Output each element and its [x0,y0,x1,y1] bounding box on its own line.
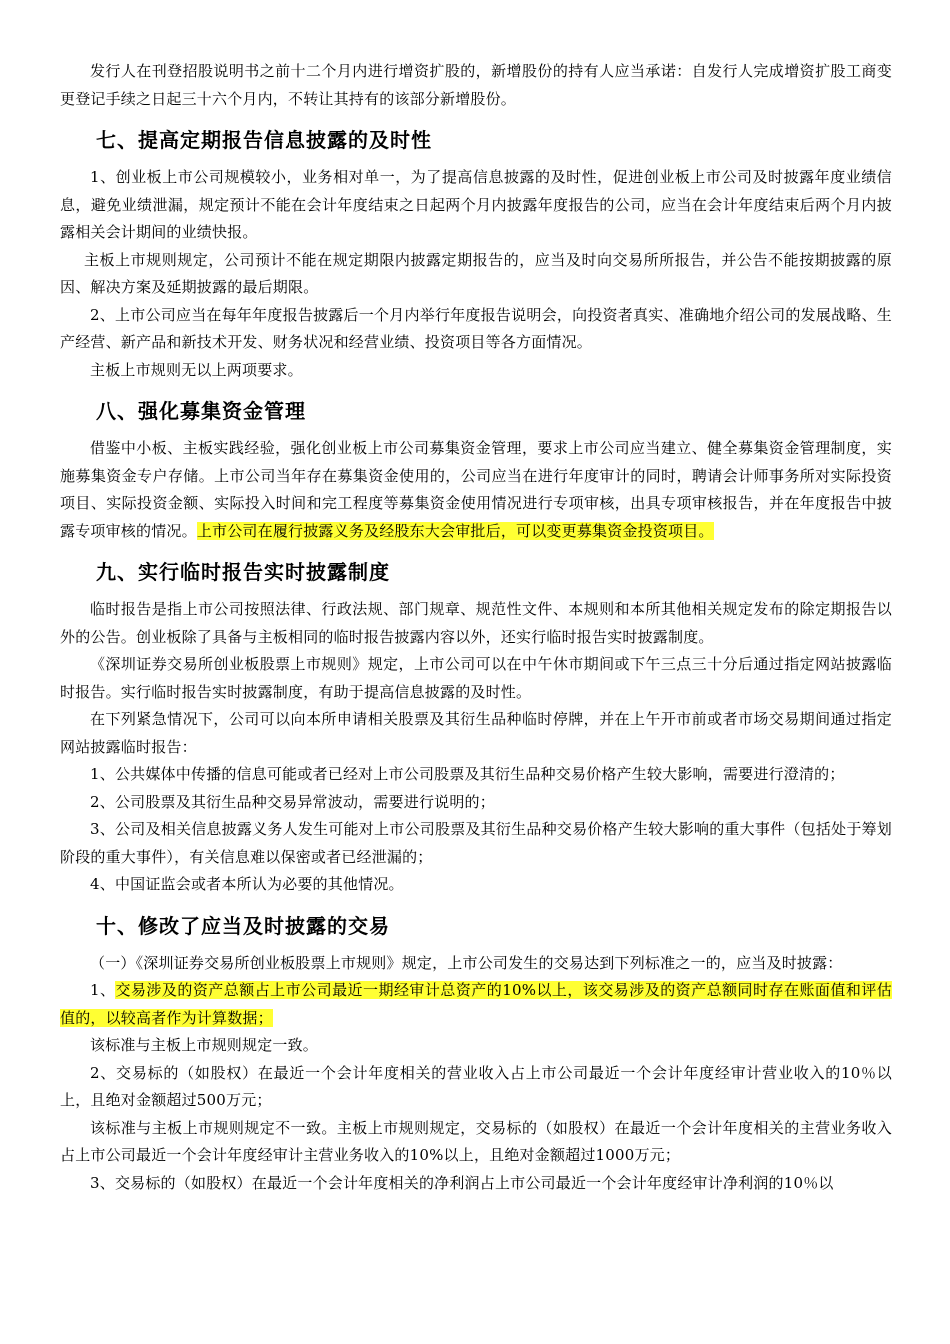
paragraph-share-lockup: 发行人在刊登招股说明书之前十二个月内进行增资扩股的，新增股份的持有人应当承诺：自发行人完成增资扩股工商变更登记手续之日起三十六个月内，不转让其持有的该部分新增股份。 [60,62,892,108]
paragraph-9-7: 4、中国证监会或者本所认为必要的其他情况。 [90,875,404,893]
paragraph-7-1: 1、创业板上市公司规模较小，业务相对单一，为了提高信息披露的及时性，促进创业板上市公司及时披露年度业绩信息，避免业绩泄漏，规定预计不能在会计年度结束之日起两个月内披露年度报告的公司，应当在会计年度结束后两个月内披露相关会计期间的业绩快报。 [60,168,892,241]
section-heading-7: 七、提高定期报告信息披露的及时性 [96,128,432,152]
highlighted-text-10: 交易涉及的资产总额占上市公司最近一期经审计总资产的10%以上，该交易涉及的资产总额同时存在账面值和评估值的，以较高者作为计算数据； [60,981,892,1027]
paragraph-9-5: 2、公司股票及其衍生品种交易异常波动，需要进行说明的； [90,792,495,811]
paragraph-9-4: 1、公共媒体中传播的信息可能或者已经对上市公司股票及其衍生品种交易价格产生较大影响，需要进行澄清的； [90,765,845,783]
paragraph-9-1: 临时报告是指上市公司按照法律、行政法规、部门规章、规范性文件、本规则和本所其他相关规定发布的除定期报告以外的公告。创业板除了具备与主板相同的临时报告披露内容以外，还实行临时报告实时披露制度。 [60,600,892,646]
paragraph-7-3: 2、上市公司应当在每年年度报告披露后一个月内举行年度报告说明会，向投资者真实、准确地介绍公司的发展战略、生产经营、新产品和新技术开发、财务状况和经营业绩、投资项目等各方面情况。 [60,305,892,351]
paragraph-8-1-text: 借鉴中小板、主板实践经验，强化创业板上市公司募集资金管理，要求上市公司应当建立、健全募集资金管理制度，实施募集资金专户存储。上市公司当年存在募集资金使用的，公司应当在进行年度审计的同时，聘请会计师事务所对实际投资项目、实际投资金额、实际投入时间和完工程度等募集资金使用情况进行专项审核，出具专项审核报告，并在年度报告中披露专项审核的情况。 [60,439,892,540]
section-heading-8: 八、强化募集资金管理 [96,399,306,423]
document-body [60,58,892,1197]
section-heading-9: 九、实行临时报告实时披露制度 [96,560,390,584]
highlighted-text-8: 上市公司在履行披露义务及经股东大会审批后，可以变更募集资金投资项目。 [196,521,714,540]
paragraph-7-4: 主板上市规则无以上两项要求。 [90,360,303,379]
paragraph-9-3: 在下列紧急情况下，公司可以向本所申请相关股票及其衍生品种临时停牌，并在上午开市前或者市场交易期间通过指定网站披露临时报告： [60,710,892,756]
paragraph-10-3: 该标准与主板上市规则规定一致。 [90,1036,319,1054]
paragraph-10-5: 该标准与主板上市规则规定不一致。主板上市规则规定，交易标的（如股权）在最近一个会计年度相关的主营业务收入占上市公司最近一个会计年度经审计主营业务收入的10%以上，且绝对金额超过1000万元； [60,1118,892,1164]
paragraph-10-1: （一）《深圳证券交易所创业板股票上市规则》规定，上市公司发生的交易达到下列标准之一的，应当及时披露： [90,953,843,972]
paragraph-10-4: 2、交易标的（如股权）在最近一个会计年度相关的营业收入占上市公司最近一个会计年度经审计营业收入的10％以上，且绝对金额超过500万元； [60,1063,892,1109]
paragraph-8-1 [60,435,892,545]
paragraph-10-6: 3、交易标的（如股权）在最近一个会计年度相关的净利润占上市公司最近一个会计年度经审计净利润的10％以 [90,1173,834,1192]
paragraph-10-2 [60,977,892,1032]
paragraph-7-2: 主板上市规则规定，公司预计不能在规定期限内披露定期报告的，应当及时向交易所所报告，并公告不能按期披露的原因、解决方案及延期披露的最后期限。 [60,250,892,296]
section-heading-10: 十、修改了应当及时披露的交易 [96,913,390,938]
list-number: 1、 [90,981,116,999]
paragraph-9-6: 3、公司及相关信息披露义务人发生可能对上市公司股票及其衍生品种交易价格产生较大影响的重大事件（包括处于筹划阶段的重大事件），有关信息难以保密或者已经泄漏的； [60,820,892,866]
paragraph-9-2: 《深圳证券交易所创业板股票上市规则》规定，上市公司可以在中午休市期间或下午三点三十分后通过指定网站披露临时报告。实行临时报告实时披露制度，有助于提高信息披露的及时性。 [60,655,892,701]
